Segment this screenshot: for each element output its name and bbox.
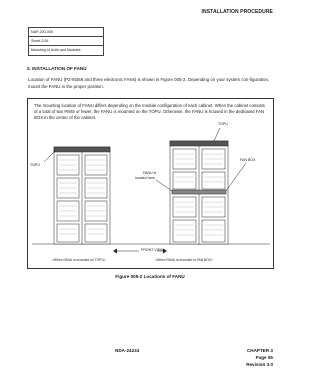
figure-title: Figure 005-2 Locations of FANU bbox=[115, 274, 185, 279]
label-fanu-housed-line2: located here. bbox=[135, 176, 156, 180]
label-topu-right: TOPU bbox=[218, 122, 228, 126]
ref-code: NAP-200-005 bbox=[29, 28, 104, 37]
label-topu-left: TOPU bbox=[30, 163, 40, 167]
right-cabinet bbox=[170, 141, 228, 244]
left-topu bbox=[54, 147, 110, 152]
label-front-view: FRONT VIEW bbox=[141, 248, 164, 252]
caption-right: <When FANU is mounted in FAN BOX> bbox=[155, 258, 213, 262]
leader-fanu-housed bbox=[156, 180, 172, 191]
section-heading: 2. INSTALLATION OF FANU bbox=[27, 66, 87, 71]
footer-doc-number: NDA-24234 bbox=[115, 348, 140, 353]
fan-box bbox=[172, 190, 226, 194]
caption-left: <When FANU is mounted on TOPU> bbox=[52, 258, 106, 262]
right-topu bbox=[170, 141, 228, 146]
label-fanu-housed-line1: FANU is bbox=[143, 171, 157, 175]
note-box-text: The mounting location of FANU differs depending on the module configuration of each cabinet. When the cabinet consists of a total of two PIMS or fewer, the FANU is mounted on the TOPU. Otherwise, the FANU is housed in the dedicated FAN BOX in the center of the cabinet. bbox=[34, 103, 265, 121]
label-fan-box: FAN BOX bbox=[240, 158, 256, 162]
section-paragraph: Location of FANU (PZ-M369 and three electronic FANs) is shown in Figure 005-2. Depending on your system con-figuration, mount the FANU in the proper position. bbox=[28, 77, 270, 89]
footer-page: Page 55 bbox=[255, 354, 273, 360]
footer-revision: Revision 3.0 bbox=[246, 361, 273, 367]
leader-fan-box bbox=[226, 163, 246, 191]
page-header-title: INSTALLATION PROCEDURE bbox=[201, 9, 273, 15]
footer-info bbox=[246, 348, 273, 368]
leader-topu-right bbox=[214, 128, 220, 141]
ref-sheet: Sheet 2/16 bbox=[29, 37, 104, 46]
left-cabinet bbox=[54, 147, 110, 244]
ref-subject: Mounting of Units and Modules bbox=[29, 46, 104, 55]
footer-chapter: CHAPTER 3 bbox=[246, 348, 273, 353]
